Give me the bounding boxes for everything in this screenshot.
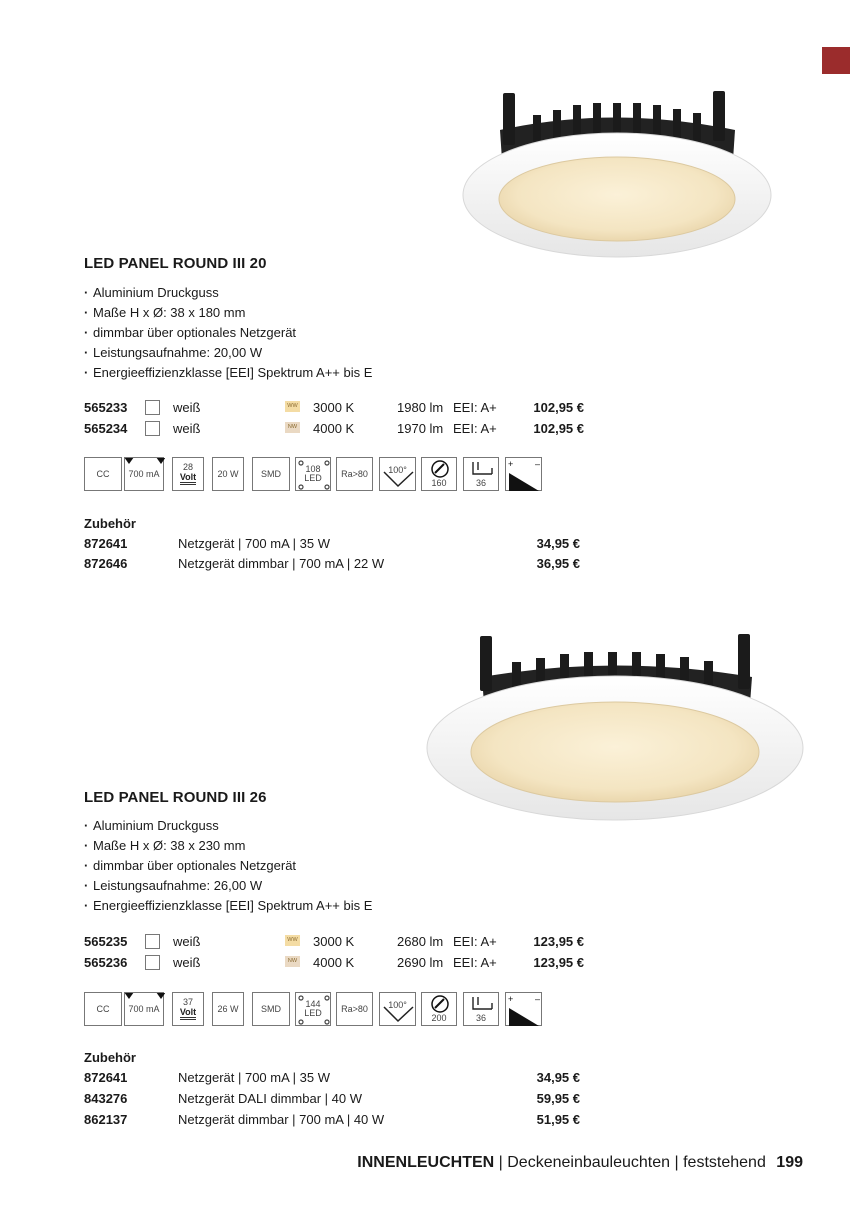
color-temperature: 4000 K [313, 955, 355, 970]
cc-label: CC [96, 1003, 110, 1014]
accessory-description: Netzgerät dimmbar | 700 mA | 40 W [178, 1112, 385, 1127]
cri-label: Ra>80 [341, 468, 368, 479]
accessory-row [84, 554, 580, 574]
variant-row [84, 397, 584, 418]
beam-angle-icon [379, 992, 416, 1026]
price: 102,95 € [533, 421, 584, 436]
feature-item: · Energieeffizienzklasse [EEI] Spektrum A++ bis E [84, 363, 372, 383]
accessories-heading: Zubehör [84, 1050, 136, 1065]
warm-white-swatch: WW [285, 401, 300, 412]
led-count-icon [295, 992, 331, 1026]
svg-text:–: – [535, 459, 541, 469]
install-depth-icon [464, 458, 500, 492]
led-dots-icon [296, 458, 332, 492]
price: 123,95 € [533, 955, 584, 970]
spec-icon-row [84, 992, 544, 1030]
voltage-label: Volt [180, 1008, 196, 1020]
depth-label: 36 [475, 477, 486, 488]
led-panel-image [455, 85, 775, 265]
cri-icon [336, 457, 373, 491]
energy-class: EEI: A+ [453, 955, 497, 970]
svg-text:+: + [508, 459, 514, 469]
color-temperature: 4000 K [313, 421, 355, 436]
accessory-article: 843276 [84, 1091, 128, 1106]
accessory-price: 36,95 € [536, 556, 580, 571]
beam-angle-chevron-icon [380, 458, 417, 492]
lumen: 1980 lm [397, 400, 444, 415]
footer-separator: | [674, 1154, 679, 1171]
voltage-icon [172, 992, 204, 1026]
corner-triangles-icon [125, 458, 165, 492]
accessory-price: 34,95 € [536, 1070, 580, 1085]
footer-section: INNENLEUCHTEN [357, 1154, 495, 1171]
variant-row [84, 418, 584, 439]
voltage-value: 28 [182, 462, 193, 472]
accessory-row [84, 1089, 580, 1109]
feature-item: · Leistungsaufnahme: 20,00 W [84, 343, 372, 363]
install-depth-icon [464, 993, 500, 1027]
wattage-icon [212, 992, 244, 1026]
beam-angle-label: 100° [388, 999, 407, 1010]
voltage-value: 37 [182, 997, 193, 1007]
current-label: 700 mA [128, 468, 160, 479]
lumen: 1970 lm [397, 421, 444, 436]
footer-category: Deckeneinbauleuchten [507, 1154, 671, 1171]
feature-item: · Maße H x Ø: 38 x 180 mm [84, 303, 372, 323]
current-icon [124, 457, 164, 491]
feature-list [84, 816, 372, 916]
neutral-white-swatch: NW [285, 422, 300, 433]
smd-icon [252, 992, 290, 1026]
feature-item: · Energieeffizienzklasse [EEI] Spektrum A++ bis E [84, 896, 372, 916]
price: 102,95 € [533, 400, 584, 415]
accessory-price: 51,95 € [536, 1112, 580, 1127]
feature-item: · Aluminium Druckguss [84, 283, 372, 303]
neutral-white-swatch: NW [285, 956, 300, 967]
depth-icon [463, 457, 499, 491]
corner-triangles-icon [125, 993, 165, 1027]
accessory-description: Netzgerät DALI dimmbar | 40 W [178, 1091, 362, 1106]
energy-class: EEI: A+ [453, 421, 497, 436]
accessory-row [84, 1110, 580, 1130]
smd-label: SMD [261, 468, 281, 479]
wattage-label: 20 W [217, 468, 239, 479]
accessory-article: 862137 [84, 1112, 128, 1127]
led-panel-image [422, 632, 812, 832]
current-icon [124, 992, 164, 1026]
article-number: 565235 [84, 934, 128, 949]
led-count: 144 [305, 999, 321, 1009]
color-label: weiß [173, 421, 201, 436]
price: 123,95 € [533, 934, 584, 949]
beam-angle-chevron-icon [380, 993, 417, 1027]
footer-separator: | [498, 1154, 503, 1171]
color-label: weiß [173, 955, 201, 970]
color-checkbox[interactable] [145, 421, 160, 436]
accessory-article: 872646 [84, 556, 128, 571]
variant-row [84, 931, 584, 952]
page-number: 199 [776, 1154, 803, 1171]
current-label: 700 mA [128, 1003, 160, 1014]
product-title: LED PANEL ROUND III 26 [84, 789, 267, 806]
svg-text:+: + [508, 994, 514, 1004]
article-number: 565236 [84, 955, 128, 970]
energy-class: EEI: A+ [453, 934, 497, 949]
beam-angle-icon [379, 457, 416, 491]
accessory-row [84, 534, 580, 554]
accessory-description: Netzgerät | 700 mA | 35 W [178, 536, 330, 551]
wattage-label: 26 W [217, 1003, 239, 1014]
footer-subcategory: feststehend [683, 1154, 766, 1171]
feature-item: · dimmbar über optionales Netzgerät [84, 856, 372, 876]
cutout-label: 200 [431, 1012, 447, 1023]
chapter-tab-marker [822, 47, 850, 74]
smd-icon [252, 457, 290, 491]
accessory-article: 872641 [84, 1070, 128, 1085]
article-number: 565234 [84, 421, 128, 436]
accessory-price: 34,95 € [536, 536, 580, 551]
color-checkbox[interactable] [145, 934, 160, 949]
beam-angle-label: 100° [388, 464, 407, 475]
accessory-row [84, 1068, 580, 1088]
cutout-label: 160 [431, 477, 447, 488]
accessories-heading: Zubehör [84, 516, 136, 531]
feature-item: · Maße H x Ø: 38 x 230 mm [84, 836, 372, 856]
accessory-price: 59,95 € [536, 1091, 580, 1106]
constant-current-icon [84, 457, 122, 491]
cri-icon [336, 992, 373, 1026]
lumen: 2690 lm [397, 955, 444, 970]
article-number: 565233 [84, 400, 128, 415]
accessory-article: 872641 [84, 536, 128, 551]
drill-hole-icon [422, 458, 458, 492]
color-label: weiß [173, 934, 201, 949]
constant-current-icon [84, 992, 122, 1026]
depth-label: 36 [475, 1012, 486, 1023]
warm-white-swatch: WW [285, 935, 300, 946]
smd-label: SMD [261, 1003, 281, 1014]
led-label: LED [304, 1008, 322, 1018]
color-checkbox[interactable] [145, 955, 160, 970]
page-footer [357, 1153, 803, 1173]
lumen: 2680 lm [397, 934, 444, 949]
voltage-label: Volt [180, 473, 196, 485]
led-count: 108 [305, 464, 321, 474]
voltage-icon [172, 457, 204, 491]
cutout-icon [421, 457, 457, 491]
wattage-icon [212, 457, 244, 491]
dimmer-ramp-icon [506, 458, 543, 492]
depth-icon [463, 992, 499, 1026]
energy-class: EEI: A+ [453, 400, 497, 415]
cutout-icon [421, 992, 457, 1026]
feature-item: · Aluminium Druckguss [84, 816, 372, 836]
color-temperature: 3000 K [313, 400, 355, 415]
cc-label: CC [96, 468, 110, 479]
led-dots-icon [296, 993, 332, 1027]
color-label: weiß [173, 400, 201, 415]
dimmer-ramp-icon [506, 993, 543, 1027]
dimmable-icon [505, 457, 542, 491]
feature-item: · Leistungsaufnahme: 26,00 W [84, 876, 372, 896]
product-title: LED PANEL ROUND III 20 [84, 255, 267, 272]
svg-text:–: – [535, 994, 541, 1004]
spec-icon-row [84, 457, 544, 495]
color-temperature: 3000 K [313, 934, 355, 949]
feature-item: · dimmbar über optionales Netzgerät [84, 323, 372, 343]
led-label: LED [304, 473, 322, 483]
feature-list [84, 283, 372, 383]
accessory-description: Netzgerät | 700 mA | 35 W [178, 1070, 330, 1085]
dimmable-icon [505, 992, 542, 1026]
color-checkbox[interactable] [145, 400, 160, 415]
drill-hole-icon [422, 993, 458, 1027]
cri-label: Ra>80 [341, 1003, 368, 1014]
variant-row [84, 952, 584, 973]
led-count-icon [295, 457, 331, 491]
accessory-description: Netzgerät dimmbar | 700 mA | 22 W [178, 556, 385, 571]
